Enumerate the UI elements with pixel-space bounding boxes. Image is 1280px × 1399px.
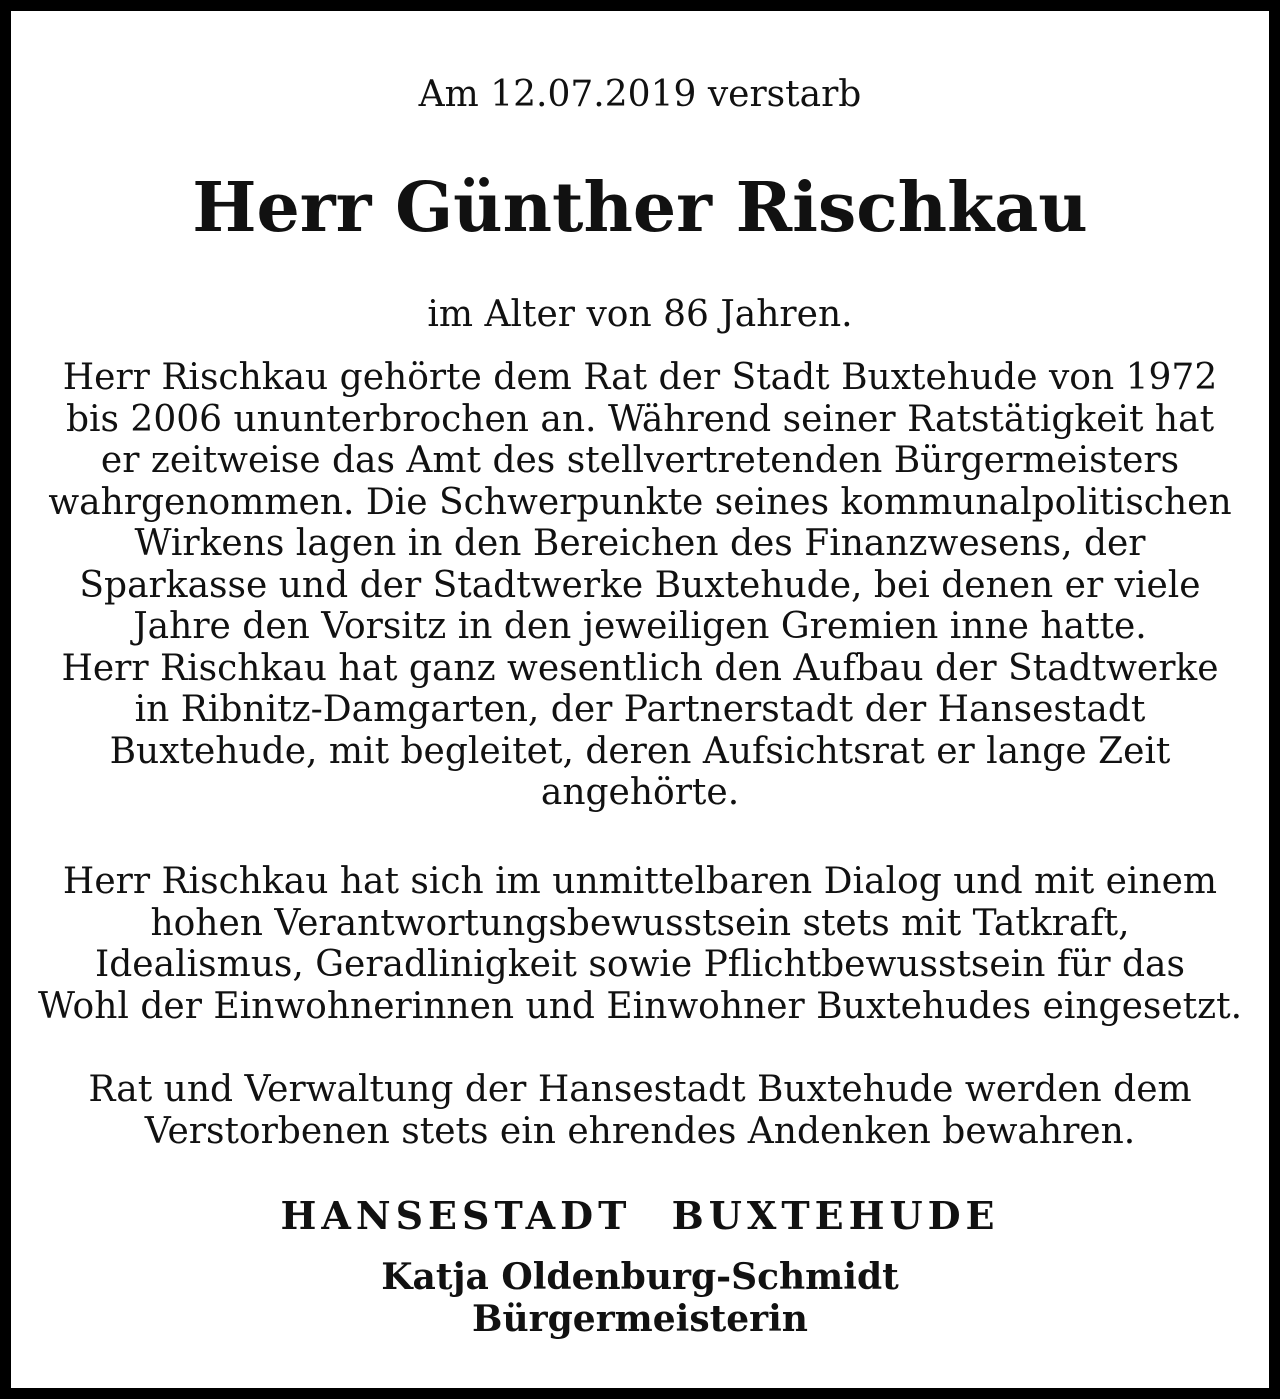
text-line: Herr Rischkau hat ganz wesentlich den Aufbau der Stadtwerke (61, 647, 1219, 689)
text-line: Rat und Verwaltung der Hansestadt Buxtehude werden dem (88, 1069, 1192, 1110)
text-line: wahrgenommen. Die Schwerpunkte seines kommunalpolitischen (48, 481, 1232, 523)
biography-paragraph (35, 357, 1245, 814)
text-line: Buxtehude, mit begleitet, deren Aufsichtsrat er lange Zeit (109, 730, 1171, 772)
text-line: Wirkens lagen in den Bereichen des Finanzwesens, der (134, 523, 1146, 564)
text-line: Verstorbenen stets ein ehrendes Andenken bewahren. (144, 1110, 1136, 1152)
text-line: Herr Rischkau hat sich im unmittelbaren Dialog und mit einem (62, 861, 1218, 902)
organization-name: HANSESTADT BUXTEHUDE (280, 1193, 1000, 1238)
signer-title: Bürgermeisterin (472, 1298, 808, 1340)
text-line: Idealismus, Geradlinigkeit sowie Pflichtbewusstsein für das (95, 944, 1185, 985)
text-line: Sparkasse und der Stadtwerke Buxtehude, bei denen er viele (79, 564, 1201, 606)
closing-paragraph (35, 1069, 1245, 1152)
text-line: in Ribnitz-Damgarten, der Partnerstadt der Hansestadt (134, 689, 1146, 730)
death-date-intro: Am 12.07.2019 verstarb (418, 74, 862, 115)
signer-name: Katja Oldenburg-Schmidt (381, 1256, 899, 1298)
tribute-paragraph (35, 861, 1245, 1027)
deceased-name: Herr Günther Rischkau (192, 168, 1088, 248)
text-line: Jahre den Vorsitz in den jeweiligen Gremien inne hatte. (133, 606, 1147, 647)
text-line: hohen Verantwortungsbewusstsein stets mit Tatkraft, (150, 902, 1130, 944)
text-line: er zeitweise das Amt des stellvertretenden Bürgermeisters (100, 440, 1180, 481)
text-line: Herr Rischkau gehörte dem Rat der Stadt Buxtehude von 1972 (62, 357, 1218, 398)
text-line: bis 2006 ununterbrochen an. Während seiner Ratstätigkeit hat (65, 398, 1215, 440)
text-line: angehörte. (540, 772, 740, 813)
age-line: im Alter von 86 Jahren. (427, 294, 853, 335)
text-line: Wohl der Einwohnerinnen und Einwohner Buxtehudes eingesetzt. (37, 985, 1243, 1027)
